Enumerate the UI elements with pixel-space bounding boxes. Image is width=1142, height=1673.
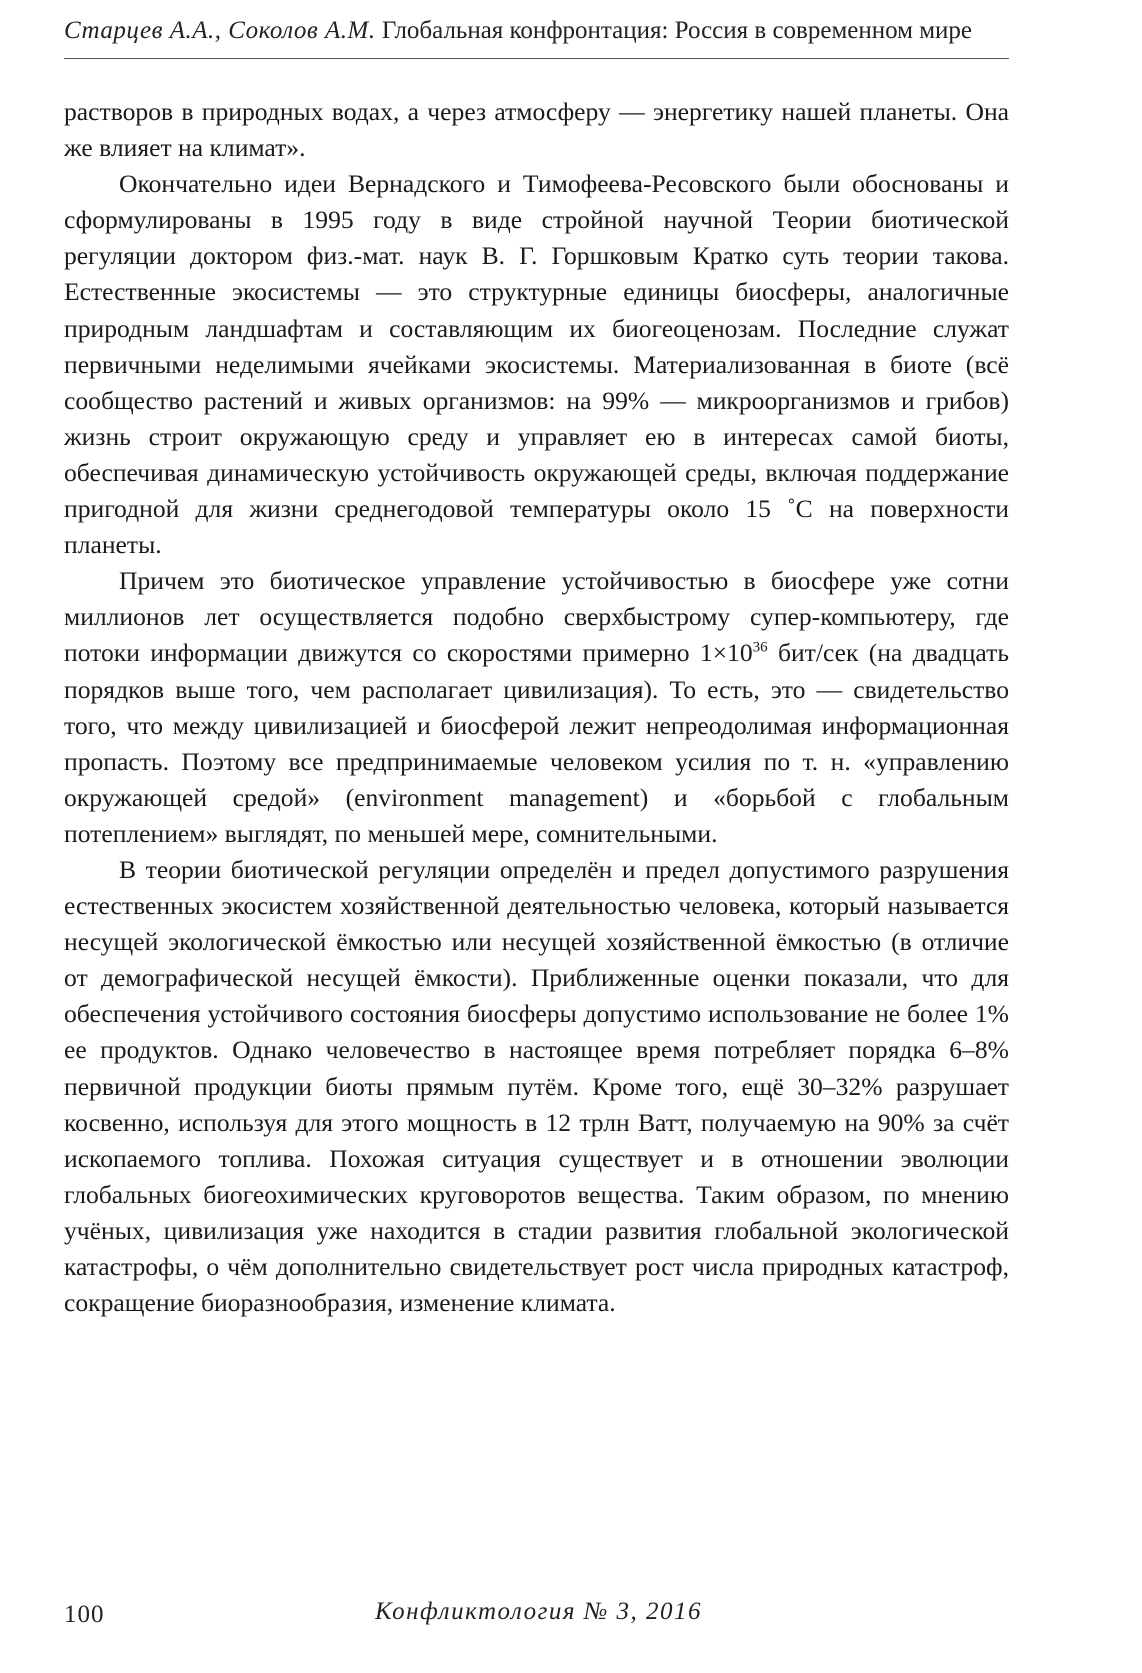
- header-authors: Старцев А.А., Соколов А.М.: [64, 17, 376, 44]
- exponent-superscript: 36: [752, 639, 768, 656]
- header-title: Глобальная конфронтация: Россия в современном мире: [381, 17, 973, 44]
- paragraph-3-part-1: Причем это биотическое управление устойчивостью в биосфере уже сотни миллионов лет осуществляется подобно сверхбыстрому супер-компьютеру, где потоки информации движутся со скоростями примерно 1×10: [64, 566, 1009, 668]
- page-number: 100: [64, 1601, 105, 1628]
- header-rule: [64, 58, 1009, 59]
- paragraph-3: [64, 563, 1009, 852]
- body-text: [64, 94, 1009, 1321]
- paragraph-2: Окончательно идеи Вернадского и Тимофеева-Ресовского были обоснованы и сформулированы в 1995 году в виде стройной научной Теории биотической регуляции доктором физ.-мат. наук В. Г. Горшковым Кратко суть теории такова. Естественные экосистемы — это структурные единицы биосферы, аналогичные природным ландшафтам и составляющим их биогеоценозам. Последние служат первичными неделимыми ячейками экосистемы. Материализованная в биоте (всё сообщество растений и живых организмов: на 99% — микроорганизмов и грибов) жизнь строит окружающую среду и управляет ею в интересах самой биоты, обеспечивая динамическую устойчивость окружающей среды, включая поддержание пригодной для жизни среднегодовой температуры около 15 ˚С на поверхности планеты.: [64, 169, 1009, 560]
- paragraph-1: растворов в природных водах, а через атмосферу — энергетику нашей планеты. Она же влияет на климат».: [64, 97, 1009, 163]
- journal-footer: Конфликтология № 3, 2016: [375, 1598, 703, 1625]
- paragraph-3-part-2: бит/сек (на двадцать порядков выше того, чем располагает цивилизация). То есть, это — свидетельство того, что между цивилизацией и биосферой лежит непреодолимая информационная пропасть. Поэтому все предпринимаемые человеком усилия по т. н. «управлению окружающей средой» (environment management) и «борьбой с глобальным потеплением» выглядят, по меньшей мере, сомнительными.: [64, 638, 1009, 848]
- paragraph-4: В теории биотической регуляции определён и предел допустимого разрушения естественных экосистем хозяйственной деятельностью человека, который называется несущей экологической ёмкостью или несущей хозяйственной ёмкостью (в отличие от демографической несущей ёмкости). Приближенные оценки показали, что для обеспечения устойчивого состояния биосферы допустимо использование не более 1% ее продуктов. Однако человечество в настоящее время потребляет порядка 6–8% первичной продукции биоты прямым путём. Кроме того, ещё 30–32% разрушает косвенно, используя для этого мощность в 12 трлн Ватт, получаемую на 90% за счёт ископаемого топлива. Похожая ситуация существует и в отношении эволюции глобальных биогеохимических круговоротов вещества. Таким образом, по мнению учёных, цивилизация уже находится в стадии развития глобальной экологической катастрофы, о чём дополнительно свидетельствует рост числа природных катастроф, сокращение биоразнообразия, изменение климата.: [64, 854, 1009, 1318]
- running-header: [64, 14, 1024, 48]
